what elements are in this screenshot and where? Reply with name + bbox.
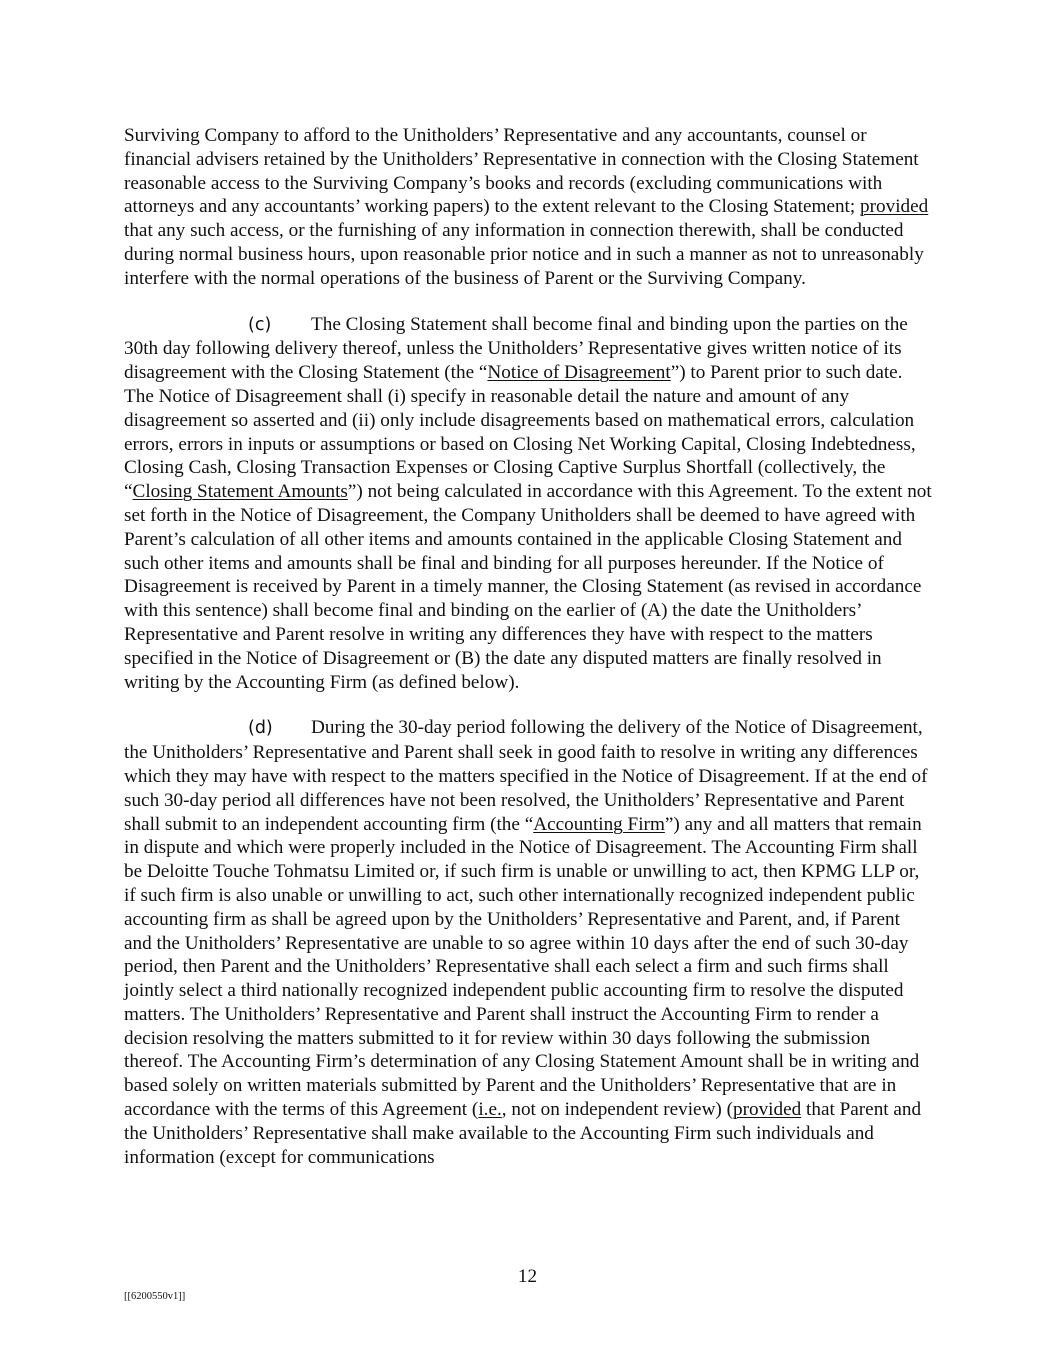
paragraph-text: Surviving Company to afford to the Unitholders’ Representative and any accountants, counsel or financial advisers retained by the Unitholders’ Representative in connection with the Closing Statement reasonable access to the Surviving Company’s books and records (excluding communications with attorneys and any accountants’ working papers) to the extent relevant to the Closing Statement;: [124, 125, 919, 218]
defined-term-provided: provided: [860, 196, 929, 218]
term-ie: i.e.: [478, 1099, 502, 1121]
defined-term-notice-of-disagreement: Notice of Disagreement: [487, 362, 671, 384]
document-body: [124, 124, 932, 1191]
paragraph-text: The Closing Statement shall become final and binding upon the parties on the 30th day following delivery thereof, unless the Unitholders’ Representative gives written notice of its disagreement with the Closing Statement (the “: [124, 313, 908, 384]
page-number: 12: [517, 1266, 538, 1287]
document-id: [[6200550v1]]: [124, 1291, 186, 1302]
paragraph-text: ”) not being calculated in accordance with this Agreement. To the extent not set forth in the Notice of Disagreement, the Company Unitholders shall be deemed to have agreed with Parent’s calculation of all other items and amounts contained in the applicable Closing Statement and such other items and amounts shall be final and binding for all purposes hereunder. If the Notice of Disagreement is received by Parent in a timely manner, the Closing Statement (as revised in accordance with this sentence) shall become final and binding on the earlier of (A) the date the Unitholders’ Representative and Parent resolve in writing any differences they have with respect to the matters specified in the Notice of Disagreement or (B) the date any disputed matters are finally resolved in writing by the Accounting Firm (as defined below).: [124, 481, 932, 693]
paragraph-b-continued: [124, 124, 932, 291]
paragraph-marker: (c): [248, 314, 272, 335]
defined-term-provided: provided: [733, 1099, 802, 1121]
paragraph-d: [124, 716, 932, 1169]
paragraph-text: , not on independent review) (: [501, 1099, 734, 1121]
paragraph-text: ”) any and all matters that remain in dispute and which were properly included in the Notice of Disagreement. The Accounting Firm shall be Deloitte Touche Tohmatsu Limited or, if such firm is unable or unwilling to act, then KPMG LLP or, if such firm is also unable or unwilling to act, such other internationally recognized independent public accounting firm as shall be agreed upon by the Unitholders’ Representative and Parent, and, if Parent and the Unitholders’ Representative are unable to so agree within 10 days after the end of such 30-day period, then Parent and the Unitholders’ Representative shall each select a firm and such firms shall jointly select a third nationally recognized independent public accounting firm to resolve the disputed matters. The Unitholders’ Representative and Parent shall instruct the Accounting Firm to render a decision resolving the matters submitted to it for review within 30 days following the submission thereof. The Accounting Firm’s determination of any Closing Statement Amount shall be in writing and based solely on written materials submitted by Parent and the Unitholders’ Representative that are in accordance with the terms of this Agreement (: [124, 813, 922, 1121]
paragraph-c: [124, 313, 932, 695]
paragraph-text: that any such access, or the furnishing of any information in connection therewith, shall be conducted during normal business hours, upon reasonable prior notice and in such a manner as not to unreasonably interfere with the normal operations of the business of Parent or the Surviving Company.: [124, 220, 924, 289]
defined-term-closing-statement-amounts: Closing Statement Amounts: [132, 481, 348, 503]
defined-term-accounting-firm: Accounting Firm: [533, 813, 665, 835]
paragraph-text: During the 30-day period following the delivery of the Notice of Disagreement, the Unitholders’ Representative and Parent shall seek in good faith to resolve in writing any differences which they may have with respect to the matters specified in the Notice of Disagreement. If at the end of such 30-day period all differences have not been resolved, the Unitholders’ Representative and Parent shall submit to an independent accounting firm (the “: [124, 717, 928, 835]
paragraph-text: ”) to Parent prior to such date. The Notice of Disagreement shall (i) specify in reasonable detail the nature and amount of any disagreement so asserted and (ii) only include disagreements based on mathematical errors, calculation errors, errors in inputs or assumptions or based on Closing Net Working Capital, Closing Indebtedness, Closing Cash, Closing Transaction Expenses or Closing Captive Surplus Shortfall (collectively, the “: [124, 362, 916, 503]
paragraph-text: that Parent and the Unitholders’ Representative shall make available to the Accounting Firm such individuals and information (except for communications: [124, 1099, 922, 1168]
paragraph-marker: (d): [248, 718, 273, 739]
